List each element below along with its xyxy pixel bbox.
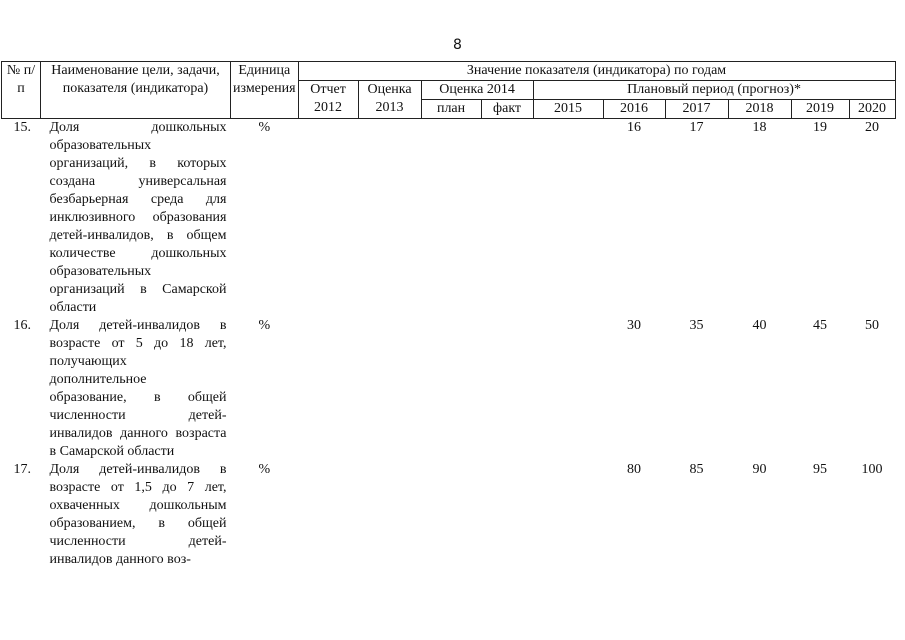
value-2014-fact [481,119,533,318]
indicator-unit: % [258,462,271,477]
indicator-name: Доля детей-инвалидов в возрасте от 1,5 до 7 лет, охваченных дошкольным образованием, в общей численности детей-инвалидов данного воз- [49,462,227,567]
value-2013 [358,317,421,461]
value-2013 [358,119,421,318]
value-2017: 85 [689,462,704,477]
value-2020: 20 [865,120,880,135]
header-year-2019: 2019 [791,100,849,119]
value-2018: 90 [752,462,767,477]
table-row [2,461,896,569]
value-2016: 30 [627,318,642,333]
header-name: Наименование цели, задачи, показателя (индикатора) [41,62,231,119]
table-header [2,62,896,119]
header-plan: план [421,100,481,119]
header-plan-period: Плановый период (прогноз)* [533,81,895,100]
indicator-name: Доля детей-инвалидов в возрасте от 5 до 18 лет, получающих дополнительное образование, в общей численности детей-инвалидов данного возраста в Самарской области [49,318,227,459]
page-number: 8 [453,37,462,53]
header-estimate-2013: Оценка 2013 [358,81,421,119]
header-report-2012: Отчет 2012 [298,81,358,119]
indicator-unit: % [258,120,271,135]
header-estimate-2014: Оценка 2014 [421,81,533,100]
header-year-2017: 2017 [665,100,728,119]
value-2012 [298,461,358,569]
table-row [2,119,896,318]
table-row [2,317,896,461]
value-2016: 16 [627,120,642,135]
value-2018: 18 [752,120,767,135]
header-year-2020: 2020 [849,100,895,119]
value-2014-plan [421,119,481,318]
value-2012 [298,317,358,461]
value-2019: 19 [813,120,828,135]
header-year-2018: 2018 [728,100,791,119]
value-2019: 45 [813,318,828,333]
value-2014-fact [481,461,533,569]
header-unit: Единица измерения [231,62,299,119]
value-2019: 95 [813,462,828,477]
indicator-unit: % [258,318,271,333]
header-fact: факт [481,100,533,119]
value-2012 [298,119,358,318]
value-2014-plan [421,317,481,461]
header-year-2015: 2015 [533,100,603,119]
value-2015 [533,461,603,569]
indicator-name: Доля дошкольных образовательных организаций, в которых создана универсальная безбарьерная среда для инклюзивного образования детей-инвалидов, в общем количестве дошкольных образовательных организаций в Самарской области [49,120,227,315]
value-2020: 100 [861,462,883,477]
indicators-table [1,61,896,569]
row-number: 16. [13,318,31,333]
value-2017: 17 [689,120,704,135]
value-2013 [358,461,421,569]
row-number: 15. [13,120,31,135]
row-number: 17. [13,462,31,477]
value-2014-fact [481,317,533,461]
value-2014-plan [421,461,481,569]
value-2018: 40 [752,318,767,333]
value-2020: 50 [865,318,880,333]
value-2015 [533,317,603,461]
value-2017: 35 [689,318,704,333]
value-2016: 80 [627,462,642,477]
header-num: № п/п [2,62,41,119]
header-year-2016: 2016 [603,100,665,119]
value-2015 [533,119,603,318]
header-values: Значение показателя (индикатора) по годам [298,62,895,81]
